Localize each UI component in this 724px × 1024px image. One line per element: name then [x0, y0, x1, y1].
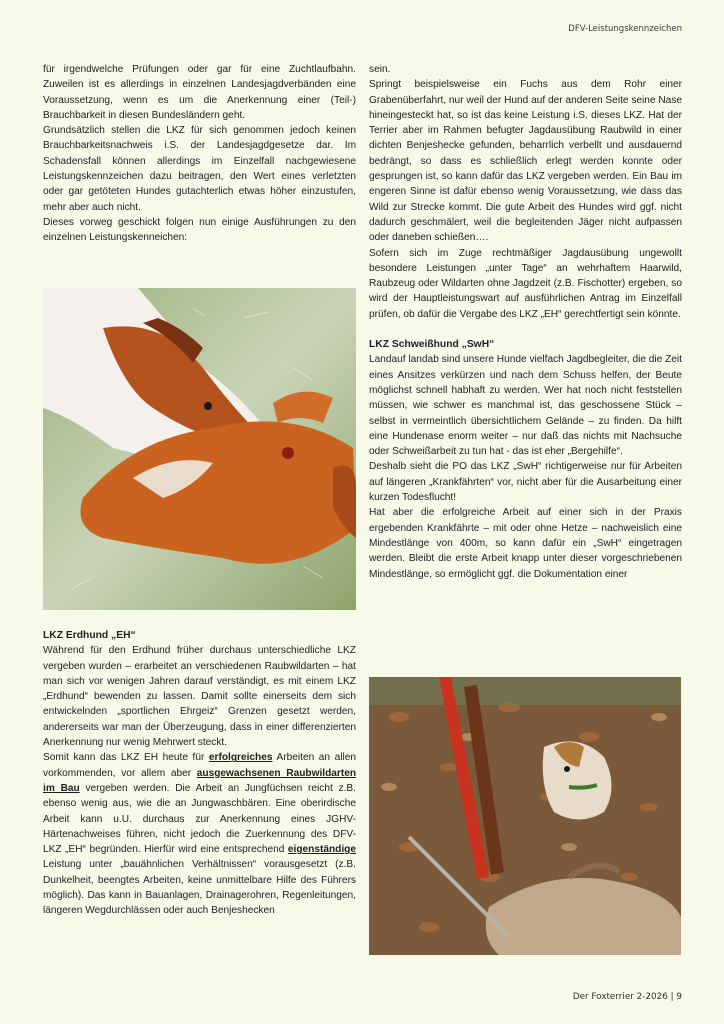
- right-column: [369, 62, 682, 582]
- paragraph: Landauf landab sind unsere Hunde vielfach Jagdbegleiter, die die Zeit eines Ansitzes verkürzen und nach dem Schuss helfen, der Beute möglichst schnell habhaft zu werden. Wer hat noch nicht feststellen müssen, wie schwer es manchmal ist, das geschossene Stück – selbst in vermeintlich übersichtlichem Gelände – zu finden. Da hilft eine Hundenase enorm weiter – nur daß das nichts mit Nachsuche oder Schweißarbeit zu tun hat - das ist eher „Bergehilfe“.: [369, 354, 682, 458]
- page-footer: Der Foxterrier 2-2026 | 9: [572, 992, 682, 1002]
- paragraph: Sofern sich im Zuge rechtmäßiger Jagdausübung ungewollt besondere Leistungen „unter Tage“ an wehrhaftem Haarwild, Raubzeug oder Wildarten ohne Jagdzeit (z.B. Fischotter) ergeben, so wird der Hauptleistungswart auf ausführlichen Antrag im Einzelfall prüfen, ob dafür die Vergabe des LKZ „EH“ gerechtfertigt sein könnte.: [369, 247, 682, 320]
- paragraph: Deshalb sieht die PO das LKZ „SwH“ richtigerweise nur für Arbeiten auf längeren „Krankfährten“ vor, nicht aber für die Ausarbeitung einer kurzen Todesflucht!: [369, 461, 682, 504]
- paragraph: Hat aber die erfolgreiche Arbeit auf einer sich in der Praxis ergebenden Krankfährte – mit oder ohne Hetze – nachweislich eine Mindestlänge von 400m, so kann dafür ein „SwH“ eingetragen werden. Bleibt die erste Arbeit knapp unter dieser vorgeschriebenen Mindestlänge, so ermöglicht ggf. die Dokumentation einer: [369, 507, 682, 580]
- emphasis: erfolgreiches: [208, 752, 273, 764]
- emphasis: ausgewachsenen Raubwildarten im Bau: [43, 767, 357, 794]
- emphasis: eigenständige: [287, 844, 356, 856]
- paragraph: Somit kann das LKZ EH heute für erfolgreiches Arbeiten an allen vorkommenden, vor allem aber ausgewachsenen Raubwildarten im Bau vergeben werden. Die Arbeit an Jungfüchsen reicht z.B. ebenso wenig aus, wie die an Jungwaschbären. Eine oberirdische Arbeit kann u.U. durchaus zur Anerkennung eines JGHV-Härtenachweises führen, nicht jedoch die Zuerkennung des DFV- LKZ „EH“ begründen. Hierfür wird eine entsprechend eigenständige Leistung unter „bauähnlichen Verhältnissen“ vorausgesetzt (z.B. Dunkelheit, beengtes Arbeiten, keine unmittelbare Hilfe des Führers möglich). Das kann in Bauanlagen, Drainagerohren, Regenleitungen, längeren Wegdurchlässen oder auch Benjeshecken: [43, 752, 357, 917]
- section-heading-erdhund: LKZ Erdhund „EH“: [43, 630, 136, 641]
- left-column-lower: [43, 628, 356, 919]
- running-header: DFV-Leistungskennzeichen: [568, 24, 682, 34]
- paragraph: sein.: [369, 64, 391, 75]
- paragraph: für irgendwelche Prüfungen oder gar für eine Zuchtlaufbahn. Zuweilen ist es allerdings in einzelnen Landesjagdverbänden eine Voraussetzung, wenn es um die Anerkennung einer (Teil-) Brauchbarkeit in diesen Bundesländern geht.: [43, 64, 356, 121]
- paragraph: Während für den Erdhund früher durchaus unterschiedliche LKZ vergeben wurden – erarbeitet an verschiedenen Raubwildarten – hat man sich vor wenigen Jahren darauf verständigt, es mit einem LKZ „Erdhund“ bewenden zu lassen. Damit sollte einerseits dem sich entwickelnden „sportlichen Ehrgeiz“ Grenzen gesetzt werden, andererseits war man der Überzeugung, dass in einer differenzierten Anerkennung nur wenig Mehrwert steckt.: [43, 645, 356, 749]
- photo-terrier-with-fox: [43, 288, 356, 610]
- photo-terrier-with-deer: [369, 677, 681, 955]
- section-heading-schweisshund: LKZ Schweißhund „SwH“: [369, 339, 495, 351]
- left-column: [43, 62, 356, 246]
- spacer: [369, 322, 682, 337]
- paragraph: Dieses vorweg geschickt folgen nun einige Ausführungen zu den einzelnen Leistungskenneichen:: [43, 216, 356, 244]
- paragraph: Grundsätzlich stellen die LKZ für sich genommen jedoch keinen Brauchbarkeitsnachweis i.S. der Landesjagdgesetze dar. Im Schadensfall können allerdings im Einzelfall nachgewiesene Leistungskennzeichen dazu beitragen, den Wert eines verletzten oder gar getöteten Hundes gutachterlich etwas höher einzustufen, mehr aber auch nicht.: [43, 125, 356, 213]
- paragraph: Springt beispielsweise ein Fuchs aus dem Rohr einer Grabenüberfahrt, nur weil der Hund auf der anderen Seite seine Nase hineingesteckt hat, so ist das keine Leistung i.S. dieses LKZ. Hat der Terrier aber im Rahmen befugter Jagdausübung Raubwild in einer dichten Benjeshecke gefunden, beharrlich verbellt und ausdauernd bedrängt, so dass es schließlich erlegt werden konnte oder gesprungen ist, so kann dafür das LKZ vergeben werden. Ein Bau im engeren Sinne ist dafür ebenso wenig Voraussetzung, wie dass das Wild zur Strecke kommt. Die gute Arbeit des Hundes wird ggf. nicht dadurch geschmälert, weil die begleitenden Jäger nicht aufpassen oder daneben schießen….: [369, 79, 682, 244]
